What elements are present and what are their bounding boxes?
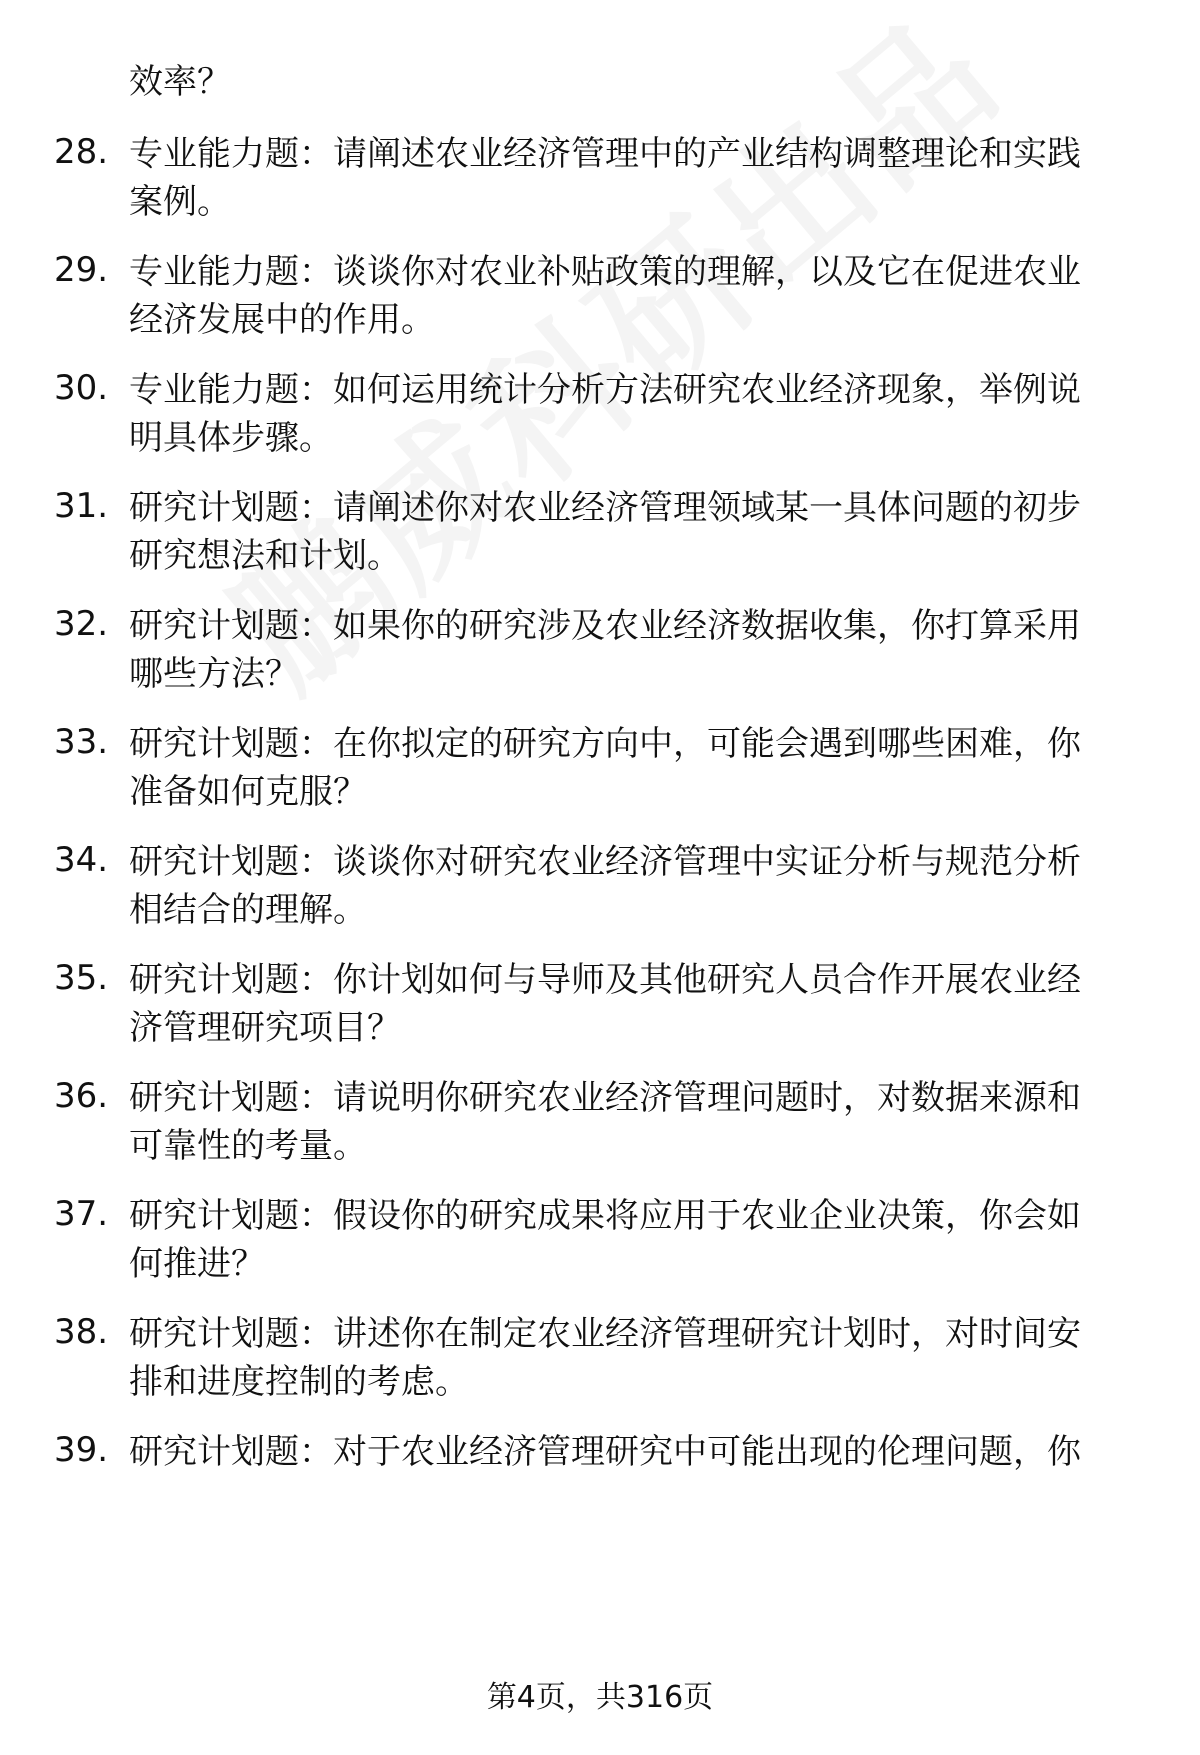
question-text: 专业能力题：如何运用统计分析方法研究农业经济现象，举例说: [129, 370, 1081, 410]
question-text-continued: 经济发展中的作用。: [129, 300, 435, 340]
question-number: 36.: [54, 1076, 109, 1116]
question-number: 38.: [54, 1312, 109, 1352]
question-number: 28.: [54, 132, 109, 172]
question-text-continued: 何推进？: [129, 1244, 265, 1284]
question-text-continued: 可靠性的考量。: [129, 1126, 367, 1166]
question-number: 34.: [54, 840, 109, 880]
question-text: 研究计划题：对于农业经济管理研究中可能出现的伦理问题，你: [129, 1432, 1081, 1472]
question-text: 研究计划题：在你拟定的研究方向中，可能会遇到哪些困难，你: [129, 724, 1081, 764]
question-text: 研究计划题：谈谈你对研究农业经济管理中实证分析与规范分析: [129, 842, 1081, 882]
page-number: 第4页，共316页: [486, 1680, 714, 1715]
question-text: 研究计划题：请阐述你对农业经济管理领域某一具体问题的初步: [129, 488, 1081, 528]
question-text-continued: 相结合的理解。: [129, 890, 367, 930]
question-text-continued: 济管理研究项目？: [129, 1008, 401, 1048]
question-number: 32.: [54, 604, 109, 644]
question-text-continued: 准备如何克服？: [129, 772, 367, 812]
question-text-continued: 研究想法和计划。: [129, 536, 401, 576]
question-text: 研究计划题：讲述你在制定农业经济管理研究计划时，对时间安: [129, 1314, 1081, 1354]
question-number: 37.: [54, 1194, 109, 1234]
question-text: 效率？: [129, 62, 231, 102]
question-text: 专业能力题：请阐述农业经济管理中的产业结构调整理论和实践: [129, 134, 1081, 174]
question-number: 39.: [54, 1430, 109, 1470]
question-text-continued: 哪些方法？: [129, 654, 299, 694]
question-text: 研究计划题：你计划如何与导师及其他研究人员合作开展农业经: [129, 960, 1081, 1000]
question-text-continued: 案例。: [129, 182, 231, 222]
question-number: 33.: [54, 722, 109, 762]
question-number: 35.: [54, 958, 109, 998]
question-number: 31.: [54, 486, 109, 526]
question-text: 研究计划题：请说明你研究农业经济管理问题时，对数据来源和: [129, 1078, 1081, 1118]
question-text: 专业能力题：谈谈你对农业补贴政策的理解，以及它在促进农业: [129, 252, 1081, 292]
question-text-continued: 排和进度控制的考虑。: [129, 1362, 469, 1402]
question-text: 研究计划题：假设你的研究成果将应用于农业企业决策，你会如: [129, 1196, 1081, 1236]
question-number: 30.: [54, 368, 109, 408]
question-text-continued: 明具体步骤。: [129, 418, 333, 458]
question-number: 29.: [54, 250, 109, 290]
question-text: 研究计划题：如果你的研究涉及农业经济数据收集，你打算采用: [129, 606, 1081, 646]
